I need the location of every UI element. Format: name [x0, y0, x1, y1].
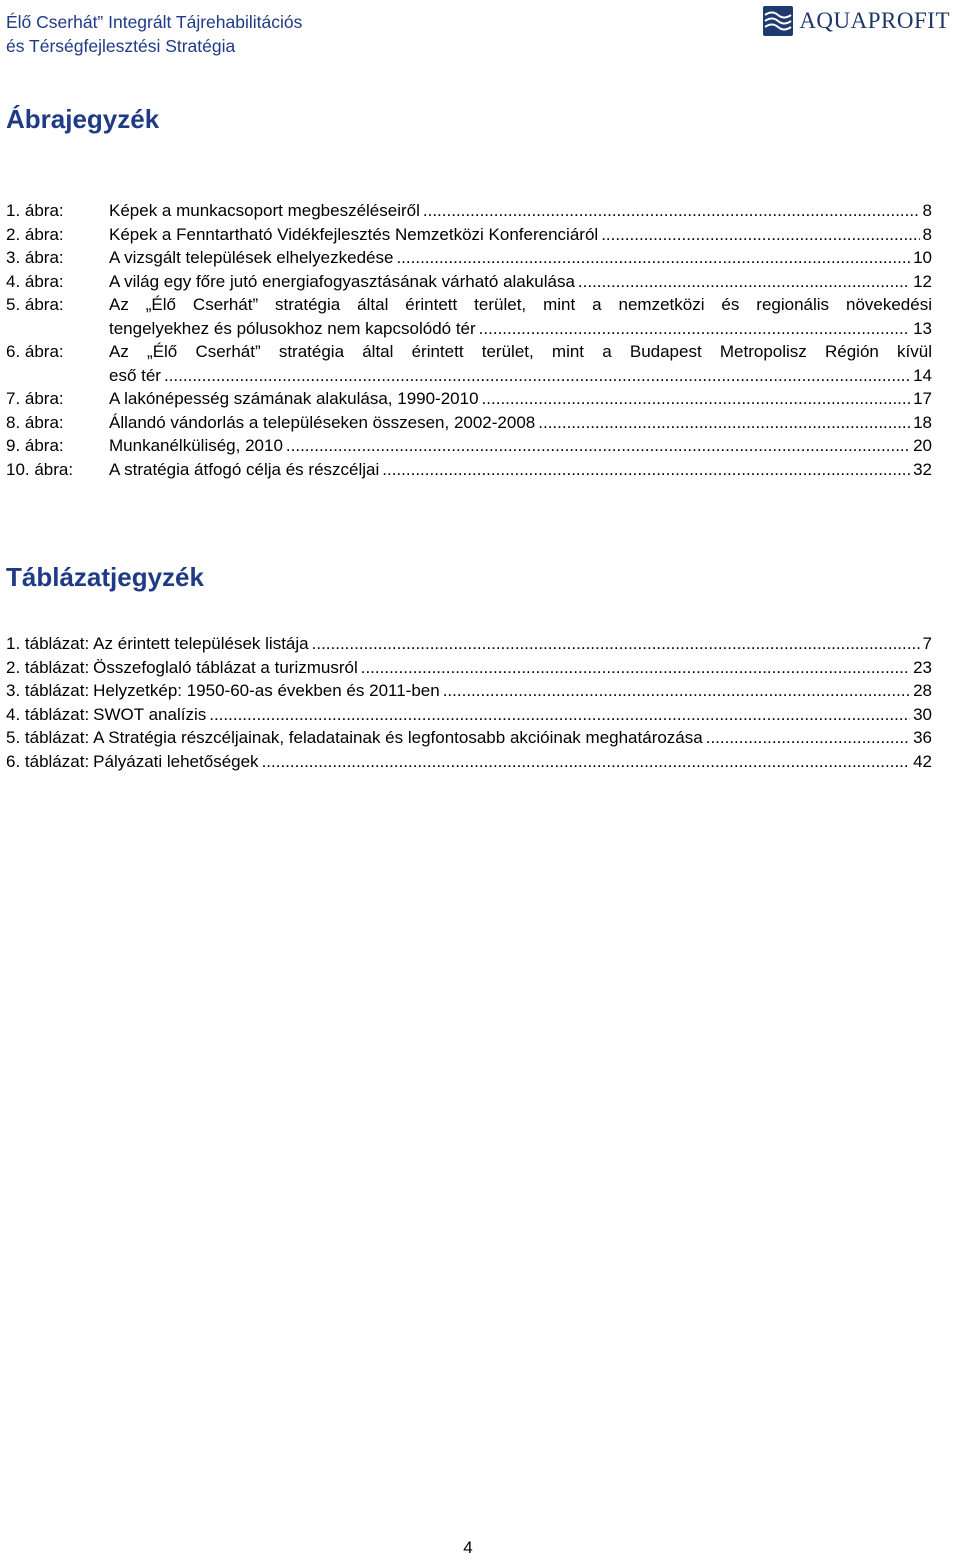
table-page-number: 42 [913, 751, 932, 771]
table-title: A Stratégia részcéljainak, feladatainak és legfontosabb akcióinak meghatározása [93, 728, 703, 747]
figure-entry[interactable] [6, 340, 932, 387]
figure-title: A vizsgált települések elhelyezkedése [109, 248, 394, 267]
dot-leader [164, 364, 910, 388]
table-entry[interactable] [6, 656, 932, 680]
figure-entry[interactable] [6, 270, 932, 294]
figure-title: A stratégia átfogó célja és részcéljai [109, 459, 380, 479]
tables-heading: Táblázatjegyzék [6, 562, 204, 592]
table-page-number: 23 [913, 657, 932, 677]
figure-number: 5. ábra: [6, 295, 64, 314]
figure-page-number: 8 [922, 201, 932, 220]
dot-leader [706, 726, 910, 750]
figure-number: 10. ábra: [6, 459, 74, 479]
figure-page-number: 32 [913, 459, 932, 479]
table-entry[interactable] [6, 703, 932, 727]
table-entry[interactable] [6, 726, 932, 750]
table-number: 3. táblázat: [6, 681, 90, 700]
dot-leader [578, 270, 910, 294]
figures-list [6, 199, 932, 481]
figure-entry[interactable] [6, 411, 932, 435]
figure-number: 7. ábra: [6, 389, 64, 408]
document-title-line-2: és Térségfejlesztési Stratégia [6, 36, 236, 56]
dot-leader [382, 458, 910, 482]
figure-number: 2. ábra: [6, 224, 64, 244]
figure-entry[interactable] [6, 199, 932, 223]
table-page-number: 30 [913, 704, 932, 724]
table-number: 1. táblázat: [6, 634, 90, 653]
table-number: 6. táblázat: [6, 751, 90, 771]
figure-title: A lakónépesség számának alakulása, 1990-2010 [109, 389, 479, 408]
document-title-line-1: Élő Cserhát” Integrált Tájrehabilitációs [6, 12, 303, 32]
figure-title: tengelyekhez és pólusokhoz nem kapcsolódó tér [109, 318, 476, 338]
dot-leader [538, 411, 910, 435]
figure-entry[interactable] [6, 434, 932, 458]
dot-leader [423, 199, 920, 223]
figure-page-number: 18 [913, 412, 932, 432]
table-number: 5. táblázat: [6, 728, 90, 747]
dot-leader [396, 246, 910, 270]
figure-page-number: 20 [913, 436, 932, 455]
figure-entry[interactable] [6, 223, 932, 247]
dot-leader [601, 223, 919, 247]
dot-leader [312, 632, 920, 656]
figure-number: 1. ábra: [6, 201, 64, 220]
dot-leader [209, 703, 910, 727]
figure-page-number: 8 [922, 224, 932, 244]
wave-logo-icon [763, 6, 793, 36]
dot-leader [479, 317, 910, 341]
table-entry[interactable] [6, 750, 932, 774]
dot-leader [482, 387, 911, 411]
table-number: 4. táblázat: [6, 704, 90, 724]
figure-number: 9. ábra: [6, 436, 64, 455]
figures-heading: Ábrajegyzék [6, 104, 160, 134]
figure-page-number: 12 [913, 271, 932, 291]
dot-leader [262, 750, 911, 774]
dot-leader [286, 434, 910, 458]
tables-list [6, 632, 932, 773]
table-page-number: 7 [922, 634, 932, 653]
figure-title: eső tér [109, 365, 161, 385]
logo-wordmark: AQUAPROFIT [799, 8, 950, 33]
dot-leader [443, 679, 910, 703]
table-title: Helyzetkép: 1950-60-as években és 2011-ben [93, 681, 440, 700]
figure-number: 8. ábra: [6, 412, 64, 432]
document-header [6, 10, 302, 58]
figure-number: 3. ábra: [6, 248, 64, 267]
table-entry[interactable] [6, 679, 932, 703]
aquaprofit-logo [763, 6, 950, 36]
figure-title: Munkanélküliség, 2010 [109, 436, 283, 455]
figure-page-number: 17 [913, 389, 932, 408]
table-title: Pályázati lehetőségek [93, 751, 259, 771]
figure-entry[interactable] [6, 458, 932, 482]
figure-number: 6. ábra: [6, 342, 64, 361]
figure-entry[interactable] [6, 387, 932, 411]
figure-title: A világ egy főre jutó energiafogyasztásának várható alakulása [109, 271, 575, 291]
figure-page-number: 10 [913, 248, 932, 267]
table-title: Az érintett települések listája [93, 634, 309, 653]
table-title: Összefoglaló táblázat a turizmusról [93, 657, 358, 677]
table-entry[interactable] [6, 632, 932, 656]
figure-page-number: 13 [913, 318, 932, 338]
dot-leader [361, 656, 910, 680]
page-number: 4 [463, 1538, 473, 1557]
figure-entry[interactable] [6, 293, 932, 340]
figure-number: 4. ábra: [6, 271, 64, 291]
figure-title-first-line: Az „Élő Cserhát” stratégia által érintett terület, mint a Budapest Metropolisz Régión kívül [109, 342, 932, 361]
figure-title: Állandó vándorlás a településeken összesen, 2002-2008 [109, 412, 536, 432]
table-title: SWOT analízis [93, 704, 207, 724]
table-number: 2. táblázat: [6, 657, 90, 677]
figure-page-number: 14 [913, 365, 932, 385]
figure-title: Képek a Fenntartható Vidékfejlesztés Nemzetközi Konferenciáról [109, 224, 599, 244]
figure-title-first-line: Az „Élő Cserhát” stratégia által érintett terület, mint a nemzetközi és regionális növekedési [109, 295, 932, 314]
figure-entry[interactable] [6, 246, 932, 270]
table-page-number: 36 [913, 728, 932, 747]
table-page-number: 28 [913, 681, 932, 700]
figure-title: Képek a munkacsoport megbeszéléseiről [109, 201, 420, 220]
